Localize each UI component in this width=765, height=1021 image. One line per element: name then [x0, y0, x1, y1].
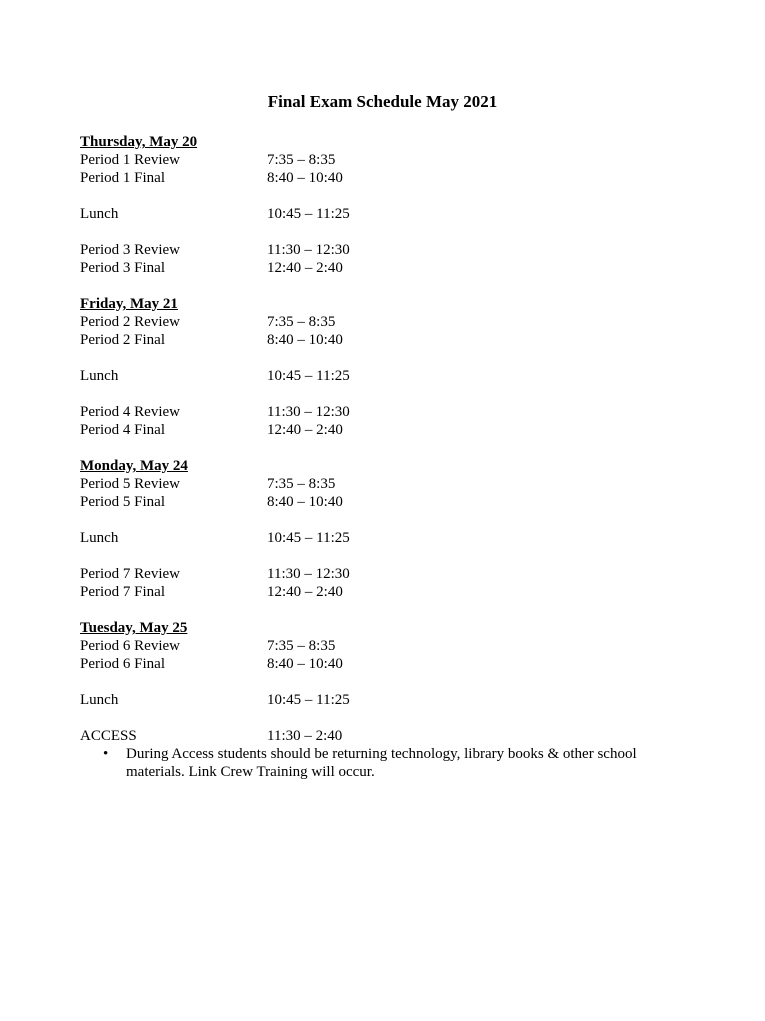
session-label: Lunch — [80, 692, 119, 708]
session-time: 11:30 – 2:40 — [267, 728, 343, 744]
session-time: 7:35 – 8:35 — [267, 638, 336, 654]
schedule-row — [80, 637, 700, 655]
block-spacer — [80, 385, 700, 403]
session-label: Period 7 Final — [80, 584, 165, 600]
session-time: 12:40 – 2:40 — [267, 584, 343, 600]
block-spacer — [80, 709, 700, 727]
day-section — [80, 619, 700, 781]
block-spacer — [80, 223, 700, 241]
session-label: Period 5 Review — [80, 476, 180, 492]
session-label: Period 5 Final — [80, 494, 165, 510]
session-time: 11:30 – 12:30 — [267, 404, 350, 420]
schedule-row — [80, 331, 700, 349]
session-label: Period 2 Review — [80, 314, 180, 330]
session-label: Period 3 Review — [80, 242, 180, 258]
session-label: Period 3 Final — [80, 260, 165, 276]
day-section — [80, 457, 700, 601]
schedule-row — [80, 205, 700, 223]
session-time: 10:45 – 11:25 — [267, 692, 350, 708]
access-note — [80, 745, 686, 781]
block-spacer — [80, 349, 700, 367]
session-time: 11:30 – 12:30 — [267, 242, 350, 258]
session-time: 12:40 – 2:40 — [267, 422, 343, 438]
exam-schedule — [80, 133, 700, 781]
session-time: 7:35 – 8:35 — [267, 152, 336, 168]
session-label: Period 4 Final — [80, 422, 165, 438]
session-time: 8:40 – 10:40 — [267, 170, 343, 186]
session-time: 10:45 – 11:25 — [267, 368, 350, 384]
session-label: Period 6 Review — [80, 638, 180, 654]
schedule-row — [80, 421, 700, 439]
schedule-row — [80, 403, 700, 421]
block-spacer — [80, 511, 700, 529]
note-text: During Access students should be returning technology, library books & other school materials. Link Crew Training will occur. — [126, 746, 637, 780]
session-label: Period 2 Final — [80, 332, 165, 348]
schedule-row — [80, 241, 700, 259]
schedule-row — [80, 367, 700, 385]
session-time: 8:40 – 10:40 — [267, 494, 343, 510]
session-label: Lunch — [80, 530, 119, 546]
session-time: 7:35 – 8:35 — [267, 476, 336, 492]
day-section — [80, 133, 700, 277]
session-label: Period 7 Review — [80, 566, 180, 582]
day-heading: Tuesday, May 25 — [80, 620, 188, 636]
session-label: ACCESS — [80, 728, 137, 744]
day-section — [80, 295, 700, 439]
schedule-row — [80, 313, 700, 331]
session-time: 12:40 – 2:40 — [267, 260, 343, 276]
schedule-row — [80, 151, 700, 169]
session-label: Period 4 Review — [80, 404, 180, 420]
session-label: Period 1 Final — [80, 170, 165, 186]
session-time: 10:45 – 11:25 — [267, 206, 350, 222]
block-spacer — [80, 673, 700, 691]
session-time: 7:35 – 8:35 — [267, 314, 336, 330]
day-heading: Monday, May 24 — [80, 458, 188, 474]
schedule-row — [80, 475, 700, 493]
schedule-row — [80, 691, 700, 709]
session-label: Period 1 Review — [80, 152, 180, 168]
day-heading: Friday, May 21 — [80, 296, 178, 312]
schedule-row — [80, 169, 700, 187]
page-title: Final Exam Schedule May 2021 — [267, 92, 498, 111]
block-spacer — [80, 547, 700, 565]
session-time: 11:30 – 12:30 — [267, 566, 350, 582]
schedule-row — [80, 529, 700, 547]
session-label: Lunch — [80, 206, 119, 222]
schedule-row — [80, 493, 700, 511]
schedule-row — [80, 259, 700, 277]
session-time: 8:40 – 10:40 — [267, 332, 343, 348]
bullet-icon: • — [103, 746, 109, 762]
schedule-row — [80, 655, 700, 673]
schedule-row — [80, 583, 700, 601]
session-time: 8:40 – 10:40 — [267, 656, 343, 672]
schedule-row — [80, 565, 700, 583]
session-label: Lunch — [80, 368, 119, 384]
session-label: Period 6 Final — [80, 656, 165, 672]
day-heading: Thursday, May 20 — [80, 134, 198, 150]
session-time: 10:45 – 11:25 — [267, 530, 350, 546]
schedule-row — [80, 727, 700, 745]
block-spacer — [80, 187, 700, 205]
